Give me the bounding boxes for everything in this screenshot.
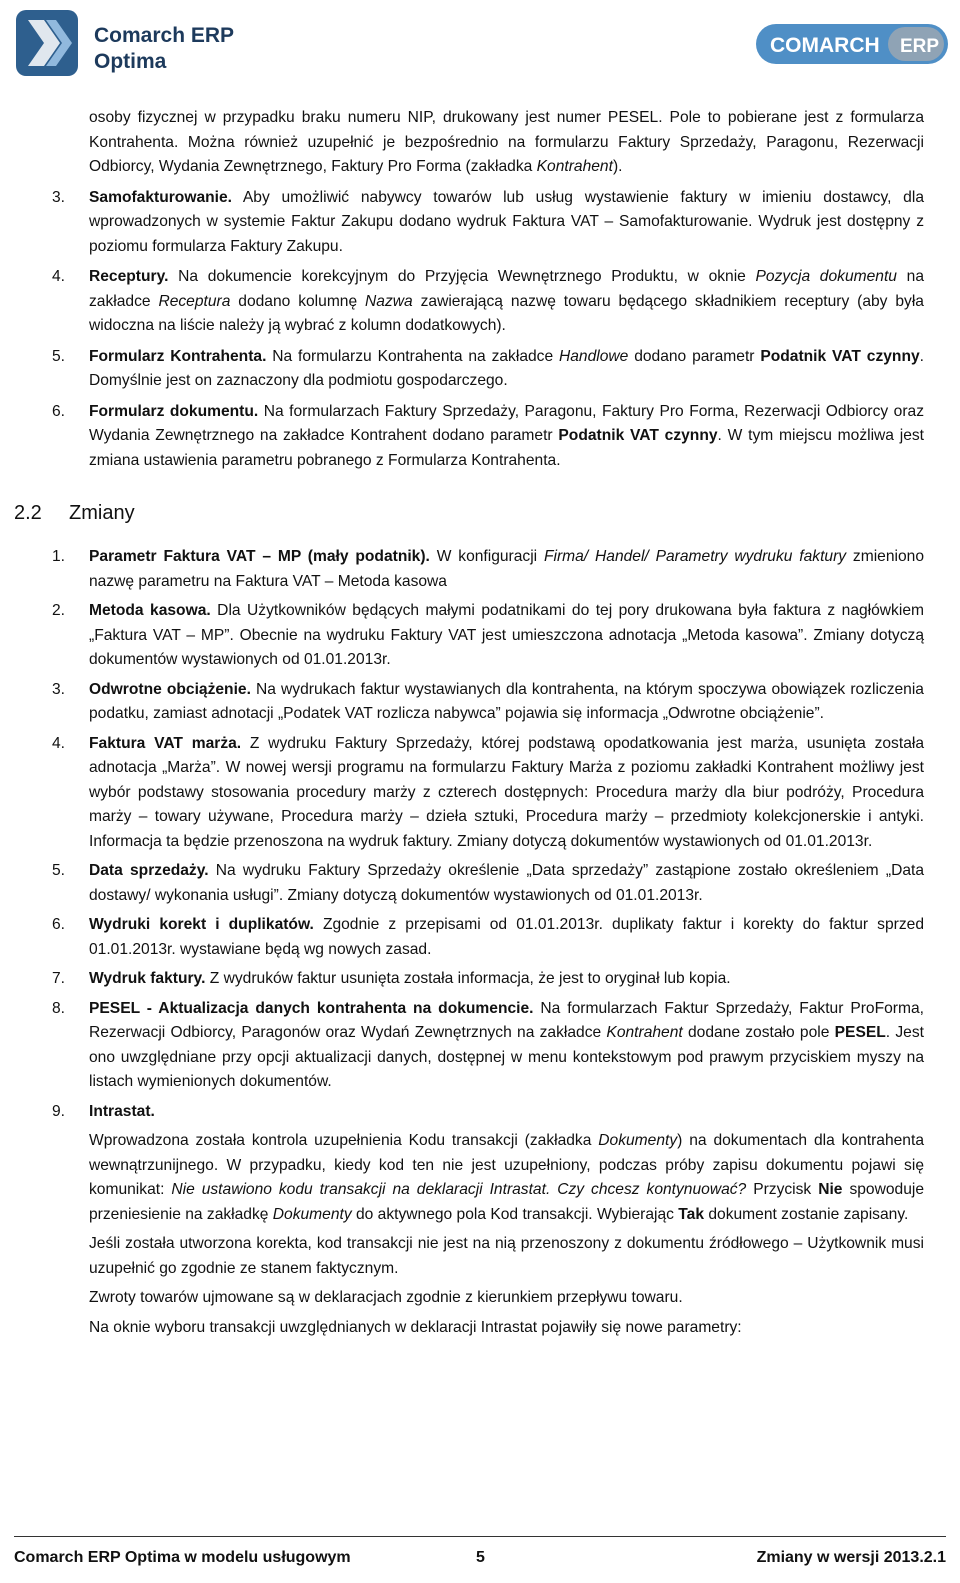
paragraph-text: dokument zostanie zapisany. [704,1205,909,1223]
footer-title: Comarch ERP Optima w modelu usługowym [14,1549,351,1566]
list-item-text: Na formularzach Faktur Sprzedaży, Faktur ProForma, Rezerwacji Odbiorcy, Paragonów oraz Wydań Zewnętrznych na zakładce [89,999,924,1041]
intrastat-paragraph-2: Jeśli została utworzona korekta, kod transakcji nie jest na nią przenoszony z dokumentu źródłowego – Użytkownik musi uzupełnić go zgodnie ze stanem faktycznym. [89,1235,924,1277]
list-item [0,265,960,339]
list-item-title: PESEL - Aktualizacja danych kontrahenta na dokumencie. [89,999,534,1017]
paragraph-italic: Nie ustawiono kodu transakcji na deklaracji Intrastat. Czy chcesz kontynuować? [171,1181,747,1198]
list-item-italic: Firma/ Handel/ Parametry wydruku faktury [544,548,847,565]
intro-paragraph [0,106,960,180]
list-number: 2. [52,602,66,619]
list-item-title: Data sprzedaży. [89,862,209,879]
intro-line3-italic: Kontrahent [536,158,613,175]
list-item-text: na zakładce [89,268,924,310]
intro-line2: z formularza Kontrahenta. Można również uzupełnić je bezpośrednio na formularzu Faktury Sprzedaży, [89,109,924,151]
logo-left-line2: Optima [94,50,167,73]
list-item-italic: Handlowe [558,347,629,365]
list-item-text: . Jest ono uwzględniane przy opcji aktualizacji danych, dostępnej w menu kontekstowym pod prawym przyciskiem myszy na listach wymienionych dokumentów. [89,1024,924,1090]
list-item-title: Odwrotne obciążenie. [89,680,251,698]
list-item-text: Na wydruku Faktury Sprzedaży określenie „Data sprzedaży” zastąpione zostało określeniem „Data dostawy/ wykonania usługi”. Zmiany dotyczą dokumentów wystawionych od 01.01.2013r. [89,862,925,904]
list-number: 7. [52,970,66,987]
intrastat-paragraph-4: Na oknie wyboru transakcji uwzględnianych w deklaracji Intrastat pojawiły się nowe parametry: [89,1318,742,1336]
list-item-title: Parametr Faktura VAT – MP (mały podatnik). [89,548,430,565]
list-item-text: zawierającą nazwę towaru będącego składnikiem receptury (aby była widoczna na liście należy ją wybrać z kolumn dodatkowych). [89,292,924,334]
list-number: 1. [52,548,66,565]
list-item-title: Faktura VAT marża. [89,734,242,752]
list-number: 6. [52,916,66,933]
list-item-text: Zgodnie z przepisami od 01.01.2013r. duplikaty faktur i korekty do faktur sprzed 01.01.2013r. wystawiane będą wg nowych zasad. [89,916,924,958]
list-item-title: Receptury. [89,268,169,285]
list-item-title: Samofakturowanie. [89,188,232,206]
logo-right-sub: ERP [900,36,940,57]
list-item-text: Na formularzu Kontrahenta na zakładce [266,347,559,365]
footer-page-number: 5 [476,1549,485,1566]
footer-version: Zmiany w wersji 2013.2.1 [756,1549,946,1566]
list-item-text: dodane zostało pole [682,1024,835,1041]
paragraph-text: Przycisk [746,1181,819,1198]
list-number: 5. [52,347,66,365]
list-item [0,186,960,260]
comarch-erp-optima-logo [14,8,254,78]
list-item-title: Metoda kasowa. [89,602,211,619]
list-item-text: . W tym miejscu możliwa jest zmiana ustawienia parametru pobranego z Formularza Kontrahenta. [89,427,925,469]
intro-line3b: ). [612,158,623,175]
list-item-title: Formularz dokumentu. [89,402,259,420]
paragraph-bold: Tak [678,1205,705,1223]
list-item-title: Wydruk faktury. [89,970,206,987]
list-item-italic: Receptura [158,292,231,310]
list-item [0,345,960,394]
list-number: 8. [52,999,66,1017]
list-item-text: dodano parametr [628,347,761,365]
list-item-text: zmieniono nazwę parametru na Faktura VAT – Metoda kasowa [89,548,924,590]
list-item-bold: Podatnik VAT czynny [558,427,718,444]
page-header [0,0,960,90]
section-heading [0,499,960,527]
list-number: 6. [52,402,66,420]
list-number: 9. [52,1102,66,1120]
document-body [0,106,960,1340]
list-item-italic: Nazwa [365,292,413,310]
paragraph-text: spowoduje przeniesienie na zakładkę [89,1181,924,1223]
list-item-title: Formularz Kontrahenta. [89,347,267,365]
list-item [0,732,960,855]
paragraph-italic: Dokumenty [598,1132,678,1149]
list-number: 3. [52,188,66,206]
intro-line3a: Paragonu, Rezerwacji Odbiorcy, Wydania Zewnętrznego, Faktury Pro Forma (zakładka [89,133,924,175]
list-item-text: Z wydruków faktur usunięta została informacja, że jest to oryginał lub kopia. [205,970,731,987]
list-item-italic: Kontrahent [606,1024,683,1041]
list-item [0,997,960,1095]
list-item-text: Aby umożliwić nabywcy towarów lub usług wystawienie faktury w imieniu dostawcy, dla wprowadzonych w systemie Faktur Zakupu dodano wydruk Faktura VAT – Samofakturowanie. Wydruk jest dostępny z poziomu formularza Faktury Zakupu. [89,188,924,255]
intrastat-paragraph-3: Zwroty towarów ujmowane są w deklaracjach zgodnie z kierunkiem przepływu towaru. [89,1289,683,1306]
intro-line1: osoby fizycznej w przypadku braku numeru NIP, drukowany jest numer PESEL. Pole to pobierane jest [89,109,829,126]
list-item [0,967,960,992]
list-number: 5. [52,862,66,879]
section-title: Zmiany [69,502,135,524]
intrastat-paragraph-1 [0,1129,960,1227]
comarch-brand-logo [756,24,948,64]
list-item [0,599,960,673]
list-item-text: . Domyślnie jest on zaznaczony dla podmiotu gospodarczego. [89,347,924,389]
list-item-text: W konfiguracji [429,548,544,565]
paragraph-italic: Dokumenty [272,1205,352,1223]
logo-left-line1: Comarch ERP [94,24,235,47]
paragraph-text: Wprowadzona została kontrola uzupełnienia Kodu transakcji (zakładka [89,1132,599,1149]
logo-right-main: COMARCH [770,34,880,57]
list-item [0,913,960,962]
list-number: 4. [52,734,66,752]
list-item-text: Z wydruku Faktury Sprzedaży, której podstawą opodatkowania jest marża, usunięta została adnotacja „Marża”. W nowej wersji programu na formularzu Faktury Marża z poziomu zakładki Kontrahent możliwy jest wybór podstawy stosowania procedury marży z czterech dostępnych: Procedura marży dla biur podróży, Procedura marży – towary używane, Procedura marży – dzieła sztuki, Procedura marży – przedmioty kolekcjonerskie i antyki. Informacja ta będzie przenoszona na wydruk faktury. Zmiany dotyczą dokumentów wystawionych od 01.01.2013r. [89,734,924,850]
list-number: 3. [52,680,66,698]
list-item-text: Na wydrukach faktur wystawianych dla kontrahenta, na którym spoczywa obowiązek rozliczenia podatku, zamiast adnotacji „Podatek VAT rozlicza nabywca” pojawia się informacja „Odwrotne obciążenie”. [89,680,924,722]
list-item [0,859,960,908]
paragraph-text: do aktywnego pola Kod transakcji. Wybierając [351,1205,679,1223]
list-item [0,545,960,594]
list-item [0,1100,960,1125]
section-number: 2.2 [14,502,42,524]
list-item-text: Na formularzach Faktury Sprzedaży, Paragonu, Faktury Pro Forma, Rezerwacji Odbiorcy oraz Wydania Zewnętrznego na zakładce Kontrahent dodano parametr [89,402,925,444]
list-item-text: Dla Użytkowników będących małymi podatnikami do tej pory drukowana była faktura z nagłówkiem „Faktura VAT – MP”. Obecnie na wydruku Faktury VAT jest umieszczona adnotacja „Metoda kasowa”. Zmiany dotyczą dokumentów wystawionych od 01.01.2013r. [89,602,924,668]
list-item-bold: PESEL [834,1024,886,1041]
list-item [0,678,960,727]
list-item [0,400,960,474]
page-footer [14,1536,946,1577]
list-item-title: Wydruki korekt i duplikatów. [89,916,314,933]
list-item-text: dodano kolumnę [230,292,366,310]
paragraph-bold: Nie [818,1181,843,1198]
list-number: 4. [52,268,66,285]
list-item-bold: Podatnik VAT czynny [760,347,920,365]
paragraph-text: ) na dokumentach dla kontrahenta wewnątrzunijnego. W przypadku, kiedy kod ten nie jest uzupełniony, podczas próby zapisu dokumentu pojawi się komunikat: [89,1132,924,1198]
list-item-title: Intrastat. [89,1102,155,1120]
list-item-text: Na dokumencie korekcyjnym do Przyjęcia Wewnętrznego Produktu, w oknie [168,268,756,285]
list-item-italic: Pozycja dokumentu [755,268,897,285]
